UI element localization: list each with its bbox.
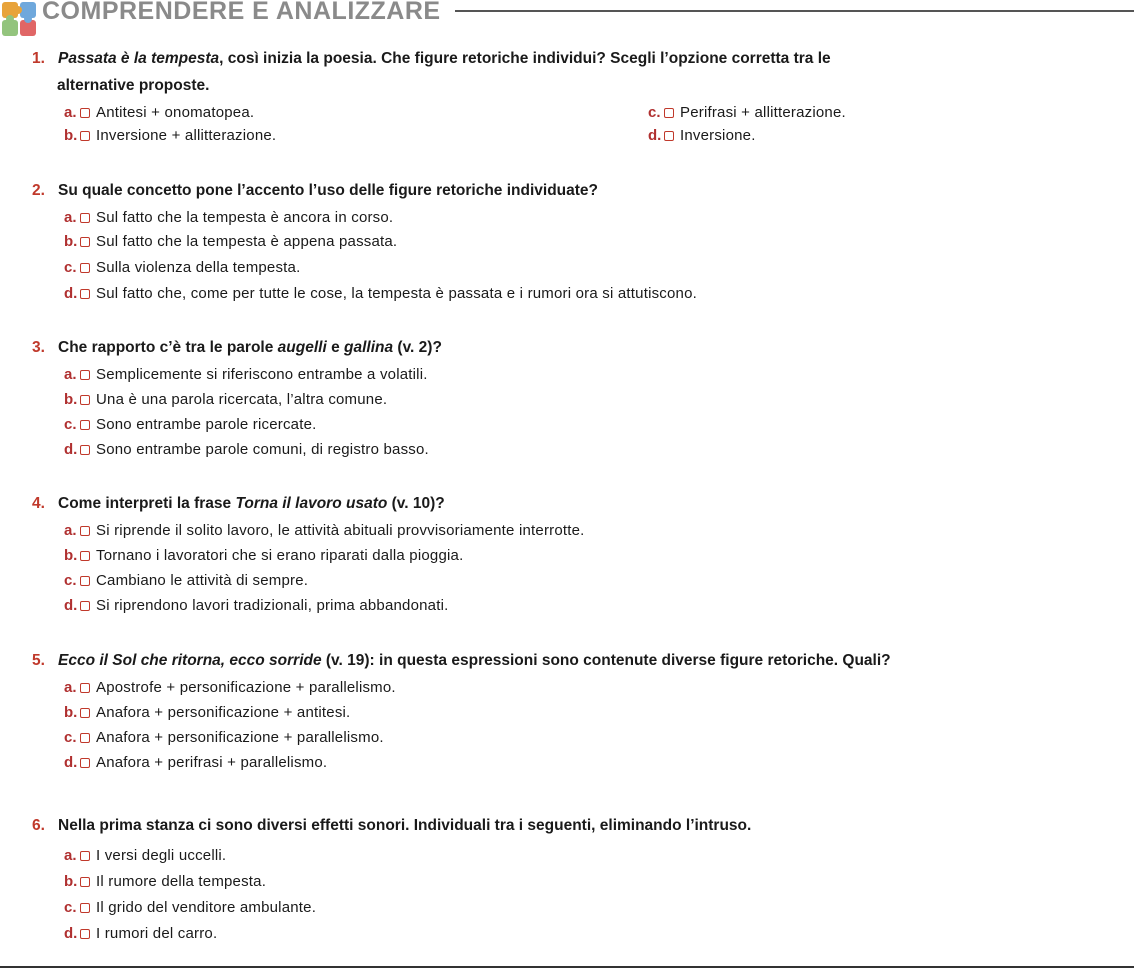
question-italic: gallina xyxy=(344,339,394,356)
option-letter: d. xyxy=(64,441,78,458)
question-number: 1. xyxy=(32,50,45,67)
option-letter: a. xyxy=(64,209,77,226)
checkbox[interactable] xyxy=(80,576,90,586)
option-letter: d. xyxy=(648,127,662,144)
option-letter: b. xyxy=(64,233,78,250)
q5-option-c[interactable] xyxy=(64,728,384,748)
checkbox[interactable] xyxy=(80,526,90,536)
option-text: Semplicemente si riferiscono entrambe a volatili. xyxy=(96,366,428,383)
option-letter: a. xyxy=(64,679,77,696)
question-4 xyxy=(32,493,445,515)
header-divider xyxy=(455,10,1134,12)
q1-option-c[interactable] xyxy=(648,103,846,123)
option-letter: c. xyxy=(64,572,77,589)
option-letter: c. xyxy=(64,729,77,746)
section-title: COMPRENDERE E ANALIZZARE xyxy=(42,0,441,25)
option-letter: c. xyxy=(648,104,661,121)
option-text: Sul fatto che la tempesta è appena passata. xyxy=(96,233,398,250)
option-text: Anafora + perifrasi + parallelismo. xyxy=(96,754,328,771)
option-text: Sul fatto che la tempesta è ancora in corso. xyxy=(96,209,394,226)
checkbox[interactable] xyxy=(80,758,90,768)
question-text: (v. 10)? xyxy=(387,495,445,512)
q3-option-a[interactable] xyxy=(64,365,428,385)
option-text: Antitesi + onomatopea. xyxy=(96,104,255,121)
question-text: e xyxy=(326,339,344,356)
option-text: Una è una parola ricercata, l’altra comune. xyxy=(96,391,388,408)
question-text: (v. 19): in questa espressioni sono contenute diverse figure retoriche. Quali? xyxy=(321,652,891,669)
q6-option-d[interactable] xyxy=(64,924,217,944)
q1-option-d[interactable] xyxy=(648,126,756,146)
question-text: Come interpreti la frase xyxy=(58,495,236,512)
option-text: Anafora + personificazione + antitesi. xyxy=(96,704,351,721)
option-text: I versi degli uccelli. xyxy=(96,847,227,864)
footer-divider xyxy=(0,966,1134,968)
option-text: Apostrofe + personificazione + parallelismo. xyxy=(96,679,396,696)
q3-option-b[interactable] xyxy=(64,390,387,410)
checkbox[interactable] xyxy=(80,395,90,405)
option-letter: d. xyxy=(64,597,78,614)
question-number: 5. xyxy=(32,652,45,669)
checkbox[interactable] xyxy=(80,733,90,743)
q2-option-d[interactable] xyxy=(64,284,697,304)
question-text: Su quale concetto pone l’accento l’uso delle figure retoriche individuate? xyxy=(58,182,599,199)
checkbox[interactable] xyxy=(80,131,90,141)
option-text: Tornano i lavoratori che si erano riparati dalla pioggia. xyxy=(96,547,464,564)
question-text: Che rapporto c’è tra le parole xyxy=(58,339,278,356)
q4-option-d[interactable] xyxy=(64,596,448,616)
question-italic: Passata è la tempesta xyxy=(58,50,220,67)
option-text: Inversione. xyxy=(680,127,756,144)
checkbox[interactable] xyxy=(80,551,90,561)
question-italic: Ecco il Sol che ritorna, ecco sorride xyxy=(58,652,322,669)
puzzle-logo-icon xyxy=(0,0,40,44)
question-1-continued: alternative proposte. xyxy=(57,77,210,94)
option-text: Cambiano le attività di sempre. xyxy=(96,572,309,589)
checkbox[interactable] xyxy=(80,929,90,939)
checkbox[interactable] xyxy=(80,445,90,455)
option-letter: b. xyxy=(64,704,78,721)
checkbox[interactable] xyxy=(80,903,90,913)
checkbox[interactable] xyxy=(664,131,674,141)
question-number: 4. xyxy=(32,495,45,512)
checkbox[interactable] xyxy=(80,289,90,299)
option-text: Inversione + allitterazione. xyxy=(96,127,277,144)
question-1 xyxy=(32,48,831,70)
q4-option-b[interactable] xyxy=(64,546,463,566)
q5-option-b[interactable] xyxy=(64,703,350,723)
checkbox[interactable] xyxy=(80,601,90,611)
question-text: , così inizia la poesia. Che figure retoriche individui? Scegli l’opzione corretta tra le xyxy=(219,50,831,67)
option-letter: a. xyxy=(64,104,77,121)
option-text: Sul fatto che, come per tutte le cose, la tempesta è passata e i rumori ora si attutiscono. xyxy=(96,285,697,302)
q6-option-b[interactable] xyxy=(64,872,266,892)
question-text: Nella prima stanza ci sono diversi effetti sonori. Individuali tra i seguenti, eliminando l’intruso. xyxy=(58,817,752,834)
checkbox[interactable] xyxy=(80,877,90,887)
checkbox[interactable] xyxy=(80,263,90,273)
question-5 xyxy=(32,650,891,672)
q5-option-d[interactable] xyxy=(64,753,327,773)
q2-option-a[interactable] xyxy=(64,208,393,228)
option-letter: d. xyxy=(64,285,78,302)
option-text: Il grido del venditore ambulante. xyxy=(96,899,317,916)
checkbox[interactable] xyxy=(80,420,90,430)
option-letter: b. xyxy=(64,127,78,144)
option-letter: c. xyxy=(64,416,77,433)
option-letter: c. xyxy=(64,899,77,916)
q4-option-a[interactable] xyxy=(64,521,585,541)
checkbox[interactable] xyxy=(80,851,90,861)
option-letter: d. xyxy=(64,925,78,942)
question-3 xyxy=(32,337,442,359)
option-letter: d. xyxy=(64,754,78,771)
checkbox[interactable] xyxy=(80,708,90,718)
option-letter: b. xyxy=(64,391,78,408)
option-letter: a. xyxy=(64,847,77,864)
q1-option-b[interactable] xyxy=(64,126,276,146)
checkbox[interactable] xyxy=(80,683,90,693)
q2-option-b[interactable] xyxy=(64,232,397,252)
option-text: Si riprende il solito lavoro, le attività abituali provvisoriamente interrotte. xyxy=(96,522,585,539)
question-italic: augelli xyxy=(277,339,327,356)
q3-option-d[interactable] xyxy=(64,440,429,460)
question-italic: Torna il lavoro usato xyxy=(235,495,388,512)
option-letter: b. xyxy=(64,873,78,890)
checkbox[interactable] xyxy=(80,370,90,380)
checkbox[interactable] xyxy=(80,237,90,247)
option-text: Sono entrambe parole comuni, di registro basso. xyxy=(96,441,429,458)
section-header xyxy=(0,0,1134,30)
option-letter: c. xyxy=(64,259,77,276)
option-text: Sono entrambe parole ricercate. xyxy=(96,416,317,433)
option-text: Si riprendono lavori tradizionali, prima abbandonati. xyxy=(96,597,449,614)
q6-option-c[interactable] xyxy=(64,898,316,918)
option-letter: a. xyxy=(64,522,77,539)
question-2 xyxy=(32,180,598,202)
checkbox[interactable] xyxy=(664,108,674,118)
q2-option-c[interactable] xyxy=(64,258,300,278)
question-number: 6. xyxy=(32,817,45,834)
checkbox[interactable] xyxy=(80,213,90,223)
q5-option-a[interactable] xyxy=(64,678,396,698)
q1-option-a[interactable] xyxy=(64,103,254,123)
option-text: Il rumore della tempesta. xyxy=(96,873,267,890)
q3-option-c[interactable] xyxy=(64,415,317,435)
option-text: Perifrasi + allitterazione. xyxy=(680,104,846,121)
option-letter: b. xyxy=(64,547,78,564)
question-6 xyxy=(32,815,751,837)
q6-option-a[interactable] xyxy=(64,846,226,866)
question-number: 3. xyxy=(32,339,45,356)
option-text: Anafora + personificazione + parallelismo. xyxy=(96,729,384,746)
question-text: (v. 2)? xyxy=(393,339,442,356)
option-text: Sulla violenza della tempesta. xyxy=(96,259,301,276)
question-number: 2. xyxy=(32,182,45,199)
q4-option-c[interactable] xyxy=(64,571,308,591)
option-text: I rumori del carro. xyxy=(96,925,218,942)
option-letter: a. xyxy=(64,366,77,383)
checkbox[interactable] xyxy=(80,108,90,118)
